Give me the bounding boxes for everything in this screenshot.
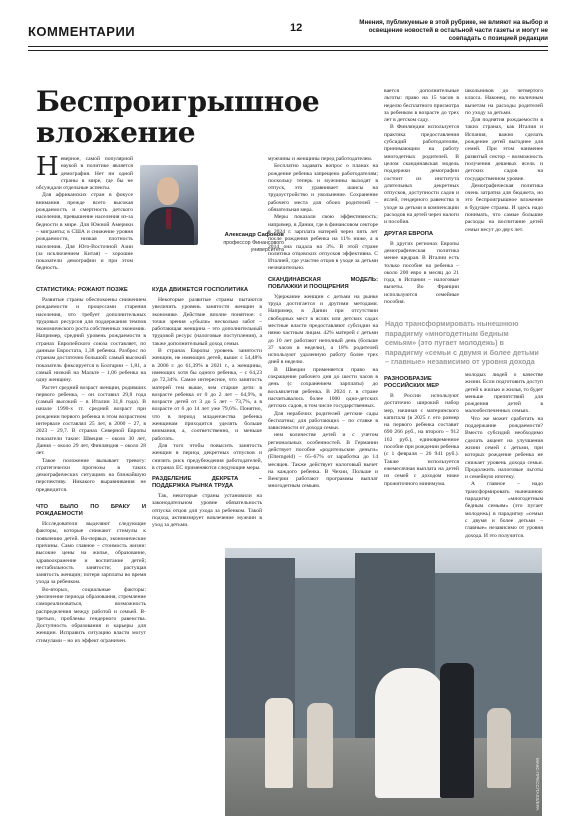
section-heading: РАЗДЕЛЕНИЕ ДЕКРЕТА – ПОДДЕРЖКА РЫНКА ТРУДА — [152, 476, 262, 490]
section-heading: СТАТИСТИКА: РОЖАЮТ ПОЗЖЕ — [36, 287, 128, 293]
paragraph: Для того чтобы повысить занятость женщин в период декретных отпусков и снизить риск предубеждения работодателей, в странах ЕС применяются следующие меры. — [152, 442, 262, 471]
paragraph: мужчины и женщины перед работодателем. — [268, 156, 373, 162]
paragraph: Такое положение вызывает тревогу: стратегически прогнозы в таких демографических ситуациях на ближайшую перспективу. Никакого выравнивания не предвидится. — [36, 457, 146, 493]
paragraph: Некоторые развитые страны пытаются увеличить уровень занятости женщин в экономике. Действие вполне понятное: с точки зрения «убыли» несколько забот – работающая женщина – это дополнительный трудовой ресурс (налоговые поступления), а также дополнительный доход семьи. — [152, 297, 262, 347]
groom-figure — [440, 663, 474, 798]
pull-quote: Надо трансформировать нынешнюю парадигму «многодетным бедным семьям» (это пугает молодежь) в парадигму «семьи с двумя и более детьми – главные» независимо от уровня дохода — [385, 319, 539, 367]
paragraph: В других регионах Европы демографическая политика менее щедрая. В Италии есть только пособие на ребенка – около 200 евро в месяц до 21 года, в Испании – налоговые вычеты. Во Франции используются семейные пособия. — [384, 240, 459, 306]
paragraph: нем количестве детей и с учетом региональных особенностей. В Германии действует пособие «родительские деньги» (Elterngeld) – 65–67% от заработка до 14 месяцев. Также действует налоговый вычет на каждого ребенка. В Чехии, Польше и Венгрии работают программы выплат многодетным семьям. — [268, 432, 378, 490]
author-role: профессор Финансового университета — [223, 240, 284, 253]
paragraph: Растет средний возраст женщин, родивших первого ребенка, – он составил 29,8 года (самый высокий – в Италии 31,8 года). В начале 1990-х гг. средний возраст при рождении первого ребенка в этом возрастном интервале составлял 25 лет, в 2000 – 27, в 2023 – 29,7. В странах Северной Европы показатели такие: Швеция – около 30 лет, Дания – около 29 лет, Финляндия – около 28 лет. — [36, 384, 146, 457]
column-5-bottom — [465, 372, 543, 544]
paragraph: Развитые страны обеспокоены снижением рождаемости и процессами старения населения, что требует дополнительных трудовых ресурсов для поддержания темпов экономического роста собственных экономик. Например, средний уровень рождаемости в странах Европейского союза составляет, по данным Евростата, 1,38 ребенка. Разброс по странам достаточно большой: самый высокий показатель фиксируется в Болгарии – 1,81, а самый низкий на Мальте – 1,06 ребенка на одну женщину. — [36, 297, 146, 384]
section-heading: ЧТО БЫЛО ПО БРАКУ И РОЖДАЕМОСТИ — [36, 504, 146, 518]
paragraph: вается дополнительные льготы: право на 15 часов в неделю бесплатного присмотра за ребенком в возрасте до трех лет в детском саду. — [384, 88, 459, 124]
bride-figure — [375, 668, 445, 798]
page-number: 12 — [290, 22, 303, 34]
guest-figure — [487, 708, 511, 788]
paragraph: В странах Европы уровень занятости женщин, не имеющих детей, выше: с 54,48% в 2006 г. до 61,39% в 2021 г., а женщины, имеющих хотя бы одного ребенка, – с 64,23 до 72,34%. Самое интересное, что занятость матерей тем выше, чем старше дети: в возрасте ребенка от 0 до 2 лет – 64,9%, в возрасте детей от 3 до 5 лет – 73,7%, а в возрасте от 6 до 14 лет уже 79,6%. Понятно, что в период младенчества ребенка женщинам приходится уделять больше внимания, а, соответственно, и меньше работать. — [152, 348, 262, 442]
paragraph: Для африканских стран в фокусе внимания прежде всего высокая рождаемость и смертность детского населения, превышение населения из-за бедности в мире. Для Южной Америки – мигранты; в США и снижение уровня рождаемости, низкая плотность населения. Для Юго-Восточной Азии (за исключением Китая) – хорошие показатели демографии и при этом бедность. — [36, 192, 133, 272]
paragraph: Во-вторых, социальные факторы: увеличение периода образования, стремление самореализоваться, возможность распределения между работой и семьей. В-третьих, проблемы гендерного равенства. Доступность образования и карьеры для женщин. Исправить ситуацию власти могут стимулами – но их эффект ограничен. — [36, 586, 146, 644]
editorial-notice: Мнения, публикуемые в этой рубрике, не влияют на выбор и освещение новостей в остальной части газеты и могут не совпадать с позицией редакции — [359, 19, 548, 43]
paragraph: Меры показали свою эффективность: например, в Дании, где в финансовом секторе в 2024 г. зарплата матерей через пять лет после рождения ребенка на 11% ниже, а в 2014 она падала на 3%. В этой стране политика отцовских отпусков эффективна. С Италией, где участие отцов в уходе за детьми незначительно. — [268, 214, 378, 272]
paragraph: Для поднятия рождаемости в таких странах, как Италия и Испания, важно сделать рождение детей выгоднее для семей. При этом наименее развитый сектор – возможность получения дешевых ясель и детских садов на государственном уровне. — [465, 117, 543, 182]
paragraph: В России используют достаточно широкий набор мер, начиная с материнского капитала (в 2025 г. его размер на первого ребенка составит 690 266 руб., на второго – 912 162 руб.), единовременное пособие при рождении ребенка (с 1 февраля – 26 941 руб.). Также используется ежемесячная выплата на детей из семей с доходом ниже прожиточного минимума. — [384, 393, 459, 487]
photo-credit: МАКС-ПРЕСС/TASS/EPA — [535, 757, 540, 810]
column-2 — [152, 283, 262, 545]
column-3 — [268, 156, 378, 545]
paragraph: Удержание женщин с детьми на рынке труда достигается и другими методами. Например, в Дании при отсутствии свободных мест в яслях или детских садах местные власти предоставляют субсидии на няню частным лицам. 42% матерей с детьми до 10 лет работают неполный день (больше 37 часов в неделю), а 18% родителей используют удаленную работу более трех дней в неделю. — [268, 293, 378, 366]
paragraph: Для нерабочих родителей детские сады бесплатны; для работающих – по ставке в зависимости от дохода семьи. — [268, 410, 378, 432]
column-4-bottom — [384, 372, 459, 544]
author-photo — [140, 165, 198, 245]
paragraph: Что же может сработать на поддержание рождаемости? Вместо субсидий необходимо сделать акцент на улучшения жизни семей с детьми, при которых рождение ребенка не снижает уровень дохода семьи. Продолжить налоговые льготы и семейную ипотеку. — [465, 415, 543, 481]
header-rule — [28, 46, 548, 47]
paragraph: Так, некоторые страны установили на законодательном уровне обязательность отпуска отцов для ухода за ребенком. Такой подход активизирует вовлечение мужчин в уход за детьми. — [152, 493, 262, 529]
paragraph: В Швеции применяется право на сокращение рабочего дня до шести часов в день (с сохранением зарплаты) до восьмилетия ребенка. В 2024 г. в стране насчитывалось более 1000 одно-детских детских садов, в том числе государственных. — [268, 366, 378, 410]
wedding-photo — [225, 548, 542, 816]
column-1 — [36, 283, 146, 813]
column-4-top — [384, 88, 459, 313]
article-headline: Беспроигрышное вложение — [36, 85, 320, 149]
section-heading: СКАНДИНАВСКАЯ МОДЕЛЬ: ПОБЛАЖКИ И ПООЩРЕНИЯ — [268, 276, 378, 290]
section-heading: ДРУГАЯ ЕВРОПА — [384, 230, 434, 237]
intro-paragraph: еверное, самой популярной наукой в политике является демография. Нет ни одной страны в мире, где бы не обсуждали отдельные аспекты. — [36, 156, 133, 192]
guest-figure — [265, 698, 293, 788]
section-heading: РАЗНООБРАЗИЕ РОССИЙСКИХ МЕР — [384, 376, 439, 389]
guest-figure — [307, 703, 333, 788]
column-5-top — [465, 88, 543, 313]
section-title: КОММЕНТАРИИ — [28, 24, 136, 39]
section-heading: КУДА ДВИЖЕТСЯ ГОСПОЛИТИКА — [152, 287, 249, 293]
paragraph: В Финляндии используется практика предоставления субсидий работодателям, принимающим на работу многодетных родителей. В целом скандинавская модель поддержки демографии состоит из института длительных декретных отпусков, доступности садов и яслей, гендерного равенства в уходе за детьми и компенсации расходов на детей через налоги и пособия. — [384, 124, 459, 226]
paragraph: Исследователи выделяют следующие факторы, которые снижают стимулы к появлению детей. Во-первых, экономические причины. Само главное – стоимость жизни: высокие цены на жилье, образование, здравоохранение и воспитание детей; нестабильность занятости; растущая занятость женщин; потеря зарплаты во время ухода за ребенком. — [36, 521, 146, 586]
header-rule-thin — [28, 50, 548, 51]
paragraph: А главное – надо трансформировать нынешнюю парадигму «многодетным бедным семьям» (это пугает молодежь) в парадигму «семьи с двумя и более детьми – главные» независимо от уровня дохода. И это получится. — [465, 481, 543, 539]
intro-column — [36, 156, 133, 278]
paragraph: Демографическая политика очень затратна для бюджета, но это беспроигрышное вложение в будущее страны. И здесь надо понимать, что самые большие расходы на воспитание детей семьи несут до двух лет. — [465, 182, 543, 233]
drop-cap: Н — [36, 156, 59, 182]
paragraph: молодых людей о качестве жизни. Если подготовить доступ детей к жилью и жилья, то будет меньше препятствий для рождения детей в малообеспеченных семьях. — [465, 372, 543, 415]
paragraph: Бесплатно задавать вопрос о планах на рождение ребенка запрещено работодателям; поскольку теперь и мужчины выходят в отпуск, это уравнивает шансы на трудоустройство и увольнение. Сохранение рабочего места для обоих родителей – обязательная мера. — [268, 163, 378, 214]
paragraph: школьников до четвертого класса. Наконец, по наличным вычетам на расходы родителей по уходу за детьми. — [465, 88, 543, 116]
author-name: Александр Сафонов — [224, 232, 284, 238]
